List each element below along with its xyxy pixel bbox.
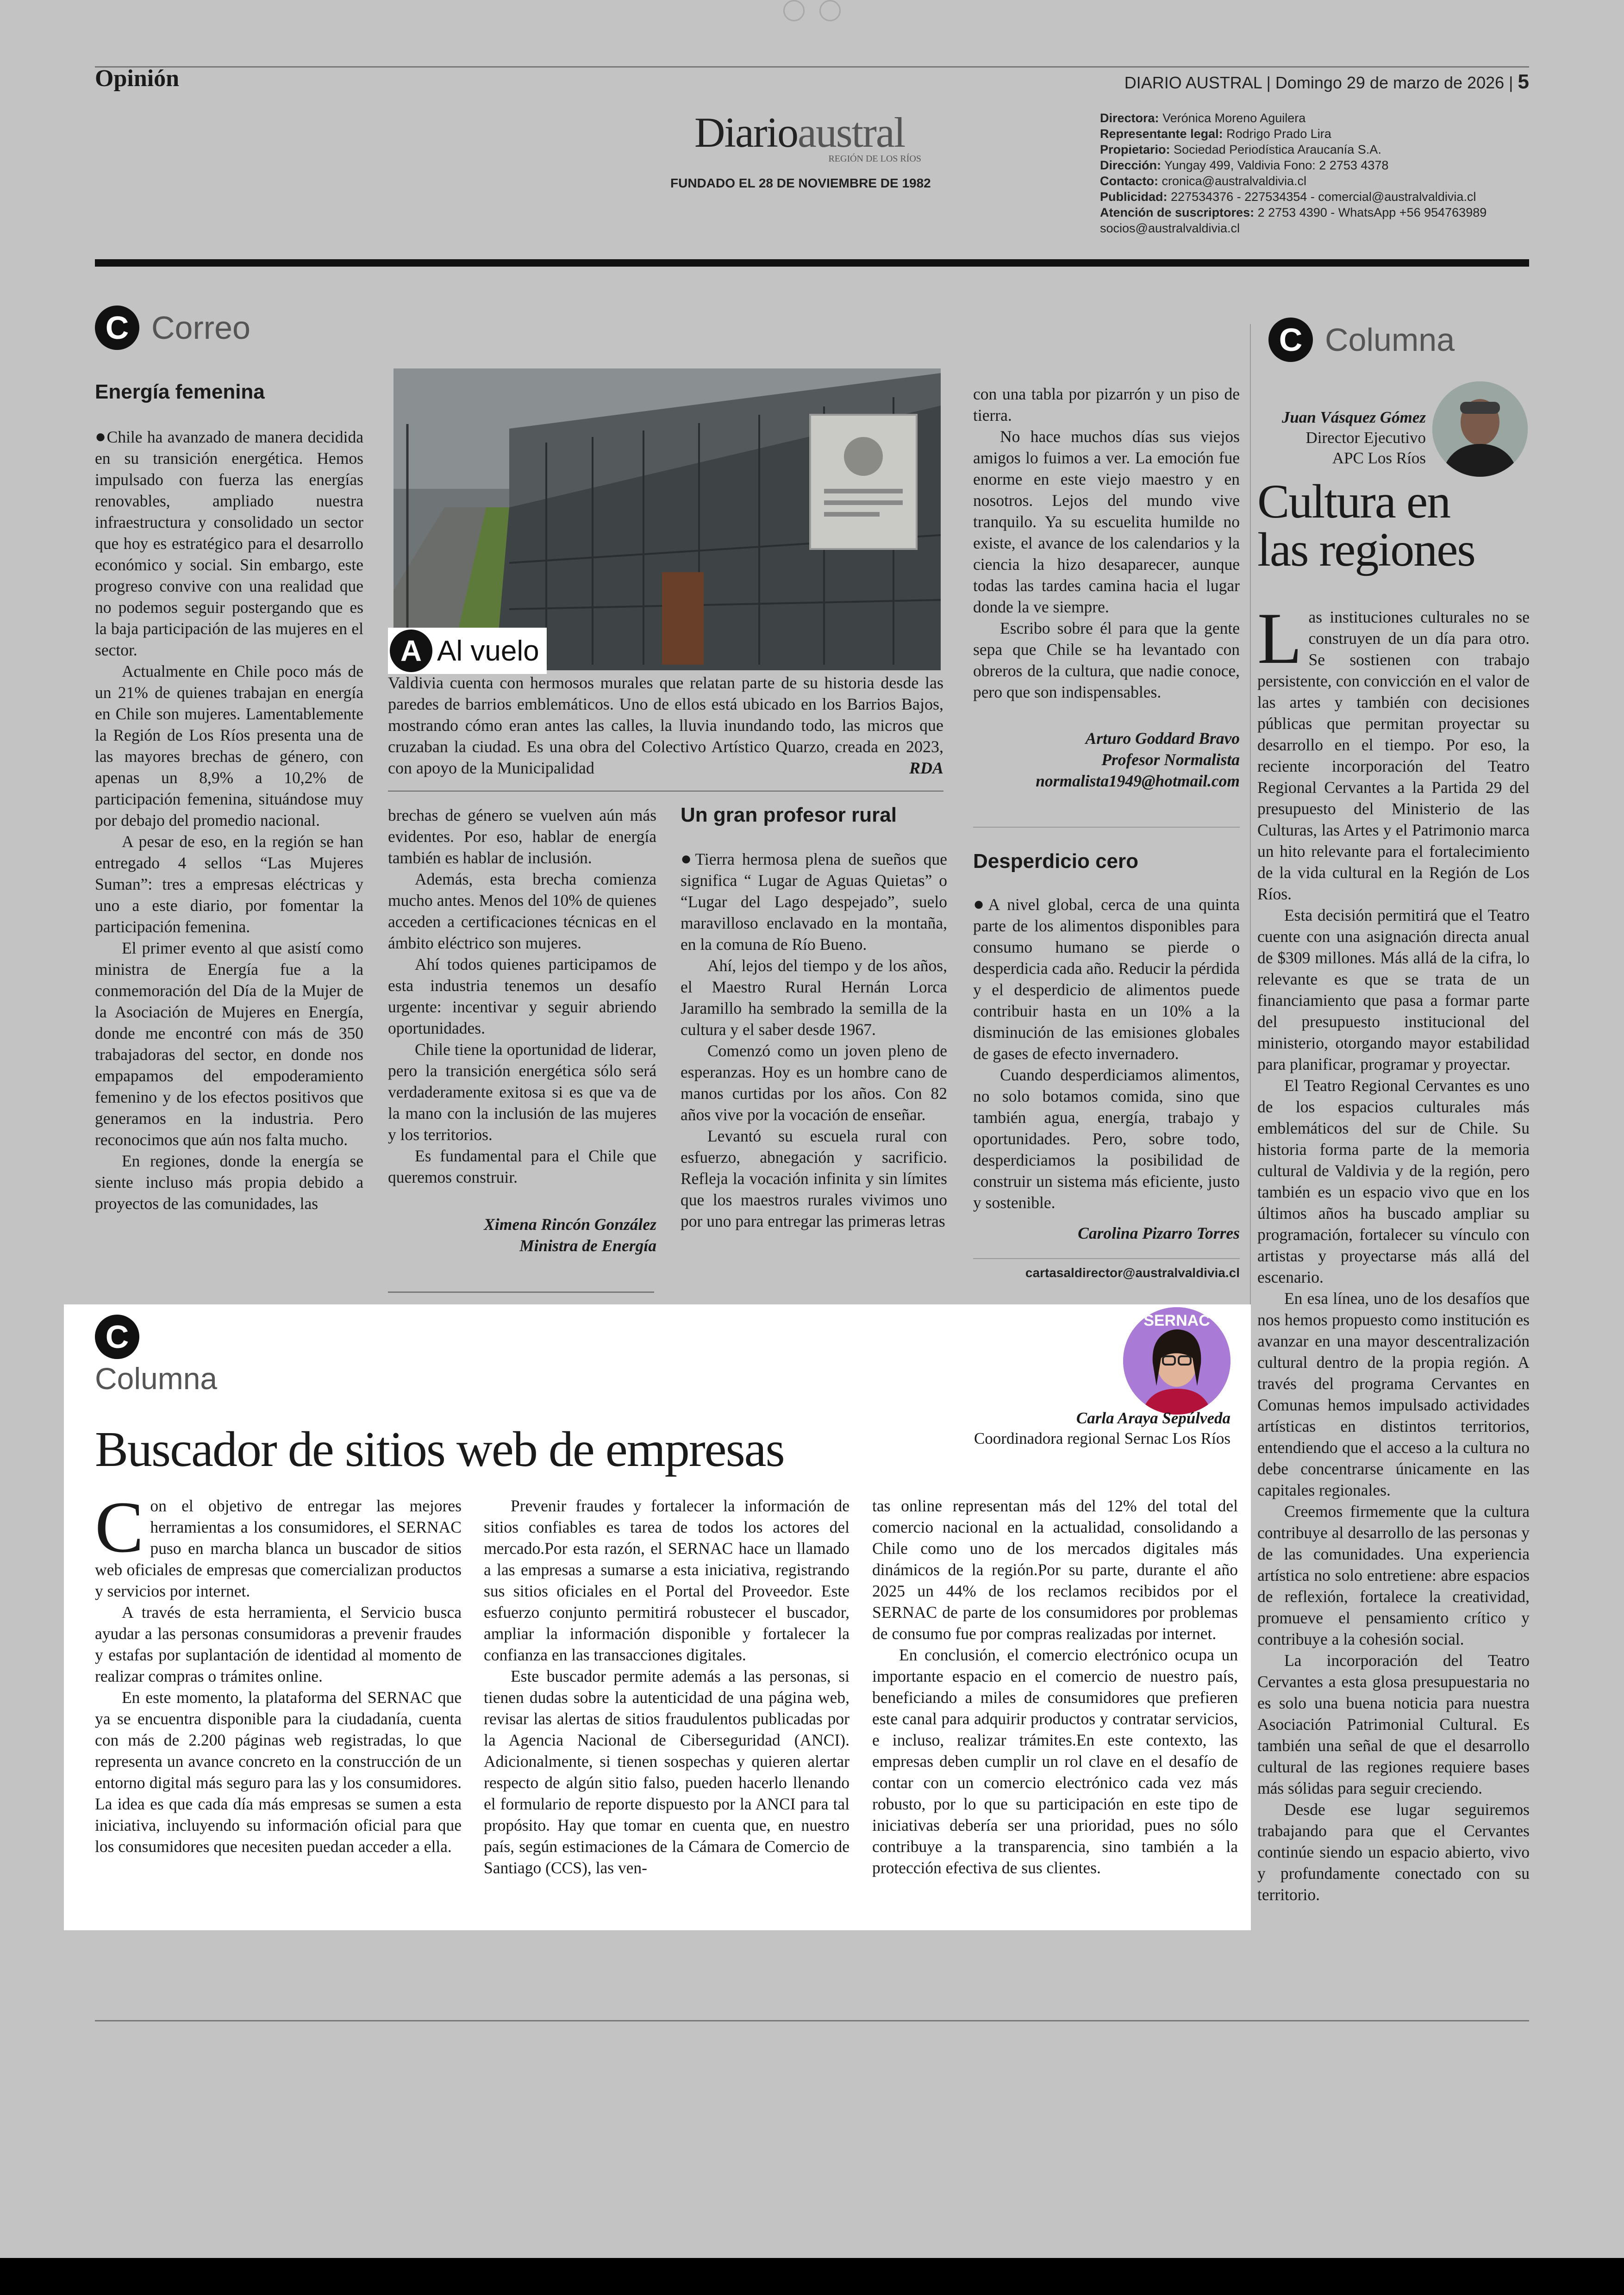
bullet-icon: ●: [95, 426, 107, 447]
staff-row: [1100, 110, 1487, 126]
staff-value: Sociedad Periodística Araucanía S.A.: [1174, 143, 1381, 156]
staff-value: Yungay 499, Valdivia Fono: 2 2753 4378: [1164, 158, 1389, 172]
column-divider: [1250, 324, 1251, 1305]
section-title: Columna: [1325, 322, 1455, 358]
signature-email: normalista1949@hotmail.com: [1036, 772, 1240, 790]
signature-name: Ximena Rincón González: [484, 1215, 656, 1234]
letter-headline: Energía femenina: [95, 380, 265, 403]
paragraph: Cuando desperdiciamos alimentos, no solo botamos comida, sino que también agua, energía, trabajo y oportunidades. Pero, sobre todo, desperdiciamos la posibilidad de construir un sistema más eficiente, justo y sostenible.: [973, 1066, 1240, 1212]
issue-date: Domingo 29 de marzo de 2026: [1275, 73, 1505, 92]
paragraph: Comenzó como un joven pleno de esperanzas. Hoy es un hombre cano de manos curtidas por los años. Con 82 años vive por la vocación de enseñar.: [681, 1041, 947, 1124]
paragraph-text: Tierra hermosa plena de sueños que significa “ Lugar de Aguas Quietas” o “Lugar del Lago despejado”, suelo maravilloso enclavado en la montaña, en la comuna de Río Bueno.: [681, 850, 947, 954]
paragraph: Es fundamental para el Chile que queremos construir.: [388, 1147, 656, 1186]
mural-building-image: [394, 368, 941, 670]
letter-2-column-2: [973, 383, 1240, 792]
logo-subtitle: REGIÓN DE LOS RÍOS: [828, 154, 921, 164]
drop-cap: L: [1257, 598, 1302, 679]
al-vuelo-label: [388, 628, 547, 674]
header-thick-rule: [95, 259, 1529, 267]
column-title: Cultura en las regiones: [1257, 475, 1475, 576]
signature-name: Arturo Goddard Bravo: [1085, 729, 1240, 748]
paragraph-text: A nivel global, cerca de una quinta parte de los alimentos disponibles para consumo humano se pierde o desperdicia cada año. Reducir la pérdida y el desperdicio de alimentos puede contribuir hasta en un 10% a la disminución de las emisiones globales de gases de efecto invernadero.: [973, 895, 1240, 1063]
drop-cap: C: [95, 1487, 144, 1568]
letter-1-end-rule: [388, 1291, 654, 1293]
author-avatar: [1432, 381, 1528, 477]
letter-2-column-1: [681, 848, 947, 1232]
paragraph: brechas de género se vuelven aún más evidentes. Por eso, hablar de energía también es hablar de inclusión.: [388, 806, 656, 867]
columna-bottom-column-3: [872, 1495, 1238, 1878]
staff-label: Contacto:: [1100, 174, 1158, 188]
staff-label: Directora:: [1100, 111, 1159, 125]
page-header-info: [1124, 70, 1529, 94]
paragraph: En esa línea, uno de los desafíos que nos hemos propuesto como institución es avanzar en una mayor descentralización cultural dentro de la propia región. A través del programa Cervantes en Comunas hemos impulsado actividades artísticas en distintos territorios, entendiendo que el acceso a la cultura no debe concentrarse únicamente en las capitales regionales.: [1257, 1289, 1530, 1499]
paragraph: En este momento, la plataforma del SERNAC que ya se encuentra disponible para la ciudadanía, cuenta con más de 2.200 páginas web registradas, lo que representa un avance concreto en la construcción de un entorno digital más seguro para las y los consumidores. La idea es que cada día más empresas se sumen a esta iniciativa, incluyendo su información oficial para que los consumidores que necesiten puedan acceder a ella.: [95, 1688, 462, 1856]
paragraph: La incorporación del Teatro Cervantes a esta glosa presupuestaria no es solo una buena noticia para nuestra Asociación Patrimonial Cultural. Es también una señal de que el desarrollo cultural de las regiones requiere bases más sólidas para seguir creciendo.: [1257, 1651, 1530, 1797]
staff-row: [1100, 142, 1487, 157]
paragraph: Levantó su escuela rural con esfuerzo, abnegación y sacrificio. Refleja la vocación infinita y sin límites que los maestros rurales vivimos uno por uno para entregar las primeras letras: [681, 1127, 947, 1230]
author-role: APC Los Ríos: [1332, 449, 1426, 467]
columna-bottom-column-2: [484, 1495, 849, 1878]
paragraph: Además, esta brecha comienza mucho antes. Menos del 10% de quienes acceden a certificaciones técnicas en el ámbito eléctrico son mujeres.: [388, 870, 656, 952]
paragraph: El Teatro Regional Cervantes es uno de los espacios culturales más emblemáticos del sur de Chile. Su historia forma parte de la memoria cultural de Valdivia y de la región, pero también es un espacio vivo que en los últimos años ha buscado ampliar su programación, fortalecer su vínculo con artistas y proyectarse más allá del escenario.: [1257, 1076, 1530, 1286]
paragraph: El primer evento al que asistí como ministra de Energía fue a la conmemoración del Día de la Mujer de la Asociación de Mujeres en Energía, donde me encontré con más de 350 trabajadoras del sector, en donde nos empapamos del empoderamiento femenino y de los efectos positivos que generamos en la industria. Pero reconocimos que aún nos falta mucho.: [95, 939, 363, 1149]
staff-label: Publicidad:: [1100, 190, 1168, 204]
staff-row: [1100, 157, 1487, 173]
columna-bottom-column-1: [95, 1487, 462, 1857]
letter-headline: Desperdicio cero: [973, 850, 1139, 873]
letter-2-end-rule: [973, 827, 1240, 828]
header-separator: |: [1266, 73, 1275, 92]
page-number: 5: [1518, 70, 1529, 93]
al-vuelo-title: Al vuelo: [437, 635, 539, 667]
newspaper-name: DIARIO AUSTRAL: [1124, 73, 1262, 92]
staff-label: Propietario:: [1100, 143, 1170, 156]
staff-row: [1100, 126, 1487, 142]
letter-headline: Un gran profesor rural: [681, 804, 897, 826]
paragraph: Creemos firmemente que la cultura contribuye al desarrollo de las personas y de las comunidades. Una experiencia artística no solo entretiene: abre espacios de reflexión, fortalece la creatividad, promueve el pensamiento crítico y contribuye a la cohesión social.: [1257, 1502, 1530, 1648]
letter-3-body: [973, 893, 1240, 1244]
page-nav-next-dot[interactable]: [819, 0, 841, 21]
columna-right-header: [1268, 318, 1455, 362]
staff-value: socios@australvaldivia.cl: [1100, 221, 1240, 235]
avatar-text: SERNAC: [1143, 1312, 1210, 1329]
paragraph: [973, 893, 1240, 1064]
staff-row: [1100, 173, 1487, 189]
section-title: Correo: [151, 310, 250, 346]
bottom-black-bar: [0, 2258, 1624, 2295]
column-title: Buscador de sitios web de empresas: [95, 1422, 784, 1477]
staff-box: [1100, 110, 1487, 236]
staff-label: Dirección:: [1100, 158, 1162, 172]
author-role: Coordinadora regional Sernac Los Ríos: [974, 1429, 1230, 1447]
paragraph: as instituciones culturales no se construyen de un día para otro. Se sostienen con trabajo persistente, con convicción en el valor de las artes y también con decisiones públicas que permitan proyectar su desarrollo en el tiempo. Por eso, la reciente incorporación del Teatro Regional Cervantes a la Partida 29 del presupuesto del Ministerio de las Culturas, las Artes y el Patrimonio marca un hito relevante para el fortalecimiento de la vida cultural en la Región de Los Ríos.: [1257, 608, 1530, 903]
caption-text: Valdivia cuenta con hermosos murales que relatan parte de su historia desde las paredes de barrios emblemáticos. Uno de ellos está ubicado en los Barrios Bajos, mostrando cómo eran antes las calles, la lluvia inundando todo, las micros que cruzaban la ciudad. Es una obra del Colectivo Artístico Quarzo, creada en 2023, con apoyo de la Municipalidad: [388, 674, 943, 777]
photo-credit: RDA: [909, 759, 943, 777]
paragraph: Esta decisión permitirá que el Teatro cuente con una asignación directa anual de $309 millones. Más allá de la cifra, lo relevante es que se trata de un financiamiento que pasa a formar parte del presupuesto institucional del ministerio, otorgando mayor estabilidad para planificar, programar y proyectar.: [1257, 906, 1530, 1073]
paragraph: No hace muchos días sus viejos amigos lo fuimos a ver. La emoción fue enorme en este viejo maestro y en nosotros. Lejos del mundo vive tranquilo. Ya su escuelita humilde no existe, el avance de los calendarios y la ciencia la hizo desaparecer, aunque todas las tardes camina hacia el lugar donde la ve siempre.: [973, 427, 1240, 616]
signature-name: Carolina Pizarro Torres: [1078, 1224, 1240, 1242]
paragraph: En conclusión, el comercio electrónico ocupa un importante espacio en el comercio de nuestro país, beneficiando a miles de consumidores que prefieren este canal para adquirir productos y contratar servicios, e incluso, realizar trámites.En este contexto, las empresas deben cumplir un rol clave en el desafío de contar con un comercio electrónico cada vez más robusto, por lo que su participación en este tipo de iniciativas debería ser una prioridad, pues no sólo contribuye a la transparencia, sino también a la protección efectiva de sus clientes.: [872, 1646, 1238, 1877]
author-name: Carla Araya Sepúlveda: [1076, 1409, 1230, 1427]
author-role: Director Ejecutivo: [1305, 429, 1426, 447]
contact-rule: [973, 1258, 1240, 1259]
staff-row: [1100, 205, 1487, 220]
al-vuelo-badge: A: [390, 630, 432, 672]
columna-bottom-header: [95, 1315, 217, 1396]
paragraph: Este buscador permite además a las personas, si tienen dudas sobre la autenticidad de una página web, revisar las alertas de sitios fraudulentos publicadas por la Agencia Nacional de Ciberseguridad (ANCI). Adicionalmente, si tienen sospechas y quieren alertar respecto de algún sitio falso, pueden hacerlo llenando el formulario de reporte dispuesto por la ANCI para tal propósito. Hay que tomar en cuenta que, en nuestro país, según estimaciones de la Cámara de Comercio de Santiago (CCS), las ven-: [484, 1667, 849, 1877]
staff-label: Atención de suscriptores:: [1100, 206, 1255, 219]
author-name: Juan Vásquez Gómez: [1281, 408, 1426, 426]
founded-line: FUNDADO EL 28 DE NOVIEMBRE DE 1982: [670, 176, 931, 190]
section-label: Opinión: [95, 65, 180, 92]
section-badge: C: [95, 306, 139, 350]
paragraph: En regiones, donde la energía se siente incluso más propia debido a proyectos de las comunidades, las: [95, 1152, 363, 1213]
paragraph-text: Chile ha avanzado de manera decidida en su transición energética. Hemos impulsado con fuerza las energías renovables, ampliado nuestra infraestructura y consolidado un sector que hoy es estratégico para el desarrollo económico y social. Sin embargo, este progreso convive con una realidad que no podemos seguir postergando que es la baja participación de las mujeres en el sector.: [95, 428, 363, 659]
staff-value: 2 2753 4390 - WhatsApp +56 954763989: [1257, 206, 1487, 219]
paragraph: [681, 848, 947, 955]
section-badge: C: [95, 1315, 139, 1359]
header-separator: |: [1509, 73, 1518, 92]
paragraph: Prevenir fraudes y fortalecer la información de sitios confiables es tarea de todos los actores del mercado.Por esta razón, el SERNAC hace un llamado a las empresas a sumarse a esta iniciativa, registrando sus sitios oficiales en el Portal del Proveedor. Este esfuerzo conjunto permitirá robustecer el buscador, ampliar la información disponible y fortalecer la confianza en las transacciones digitales.: [484, 1497, 849, 1664]
logo-word-2: austral: [798, 109, 905, 156]
staff-row: [1100, 189, 1487, 205]
correo-section-header: [95, 306, 250, 350]
staff-value: Verónica Moreno Aguilera: [1162, 111, 1306, 125]
paragraph: Escribo sobre él para que la gente sepa que Chile se ha levantado con obreros de la cultura, que nadie conoce, pero que son indispensables.: [973, 619, 1240, 701]
paragraph: [95, 426, 363, 661]
author-block: [974, 1408, 1230, 1449]
caption-rule: [388, 791, 943, 792]
paragraph: A pesar de eso, en la región se han entregado 4 sellos “Las Mujeres Suman”: tres a empresas eléctricas y uno a este diario, por fomentar la participación femenina.: [95, 832, 363, 936]
section-title: Columna: [95, 1361, 218, 1396]
page-nav-prev-dot[interactable]: [783, 0, 805, 21]
newspaper-logo: [694, 111, 926, 164]
paragraph: A través de esta herramienta, el Servicio busca ayudar a las personas consumidoras a prevenir fraudes y estafas por suplantación de identidad al momento de realizar compras o trámites online.: [95, 1603, 462, 1685]
author-avatar: [1123, 1307, 1230, 1415]
staff-value: cronica@australvaldivia.cl: [1162, 174, 1307, 188]
paragraph: Ahí todos quienes participamos de esta industria tenemos un desafío urgente: incentivar y seguir abriendo oportunidades.: [388, 955, 656, 1037]
paragraph: Chile tiene la oportunidad de liderar, pero la transición energética sólo será verdaderamente exitosa si es que va de la mano con la inclusión de las mujeres y los territorios.: [388, 1040, 656, 1144]
staff-row: [1100, 220, 1487, 236]
al-vuelo-caption: [388, 672, 943, 779]
paragraph: Ahí, lejos del tiempo y de los años, el Maestro Rural Hernán Lorca Jaramillo ha sembrado la semilla de la cultura y el saber desde 1967.: [681, 956, 947, 1039]
bullet-icon: ●: [973, 893, 988, 914]
signature-role: Ministra de Energía: [519, 1236, 656, 1255]
bottom-rule: [95, 2020, 1529, 2021]
paragraph: tas online representan más del 12% del total del comercio nacional en la actualidad, consolidando a Chile como uno de los mercados digitales más dinámicos de la región.Por su parte, durante el año 2025 un 44% de los reclamos recibidos por el SERNAC de parte de los consumidores por problemas de consumo fue por compras realizadas por internet.: [872, 1497, 1238, 1643]
signature-role: Profesor Normalista: [1101, 750, 1240, 769]
letters-contact-email: cartasaldirector@australvaldivia.cl: [1025, 1266, 1240, 1280]
letter-1-column-2: [388, 804, 656, 1256]
staff-value: 227534376 - 227534354 - comercial@australvaldivia.cl: [1171, 190, 1476, 204]
bullet-icon: ●: [681, 848, 695, 869]
section-badge: C: [1268, 318, 1313, 362]
paragraph: on el objetivo de entregar las mejores herramientas a los consumidores, el SERNAC puso en marcha blanca un buscador de sitios web oficiales de empresas que comercializan productos y servicios por internet.: [95, 1497, 462, 1600]
letter-1-column-1: [95, 426, 363, 1214]
author-block: [1268, 407, 1426, 468]
paragraph: con una tabla por pizarrón y un piso de tierra.: [973, 385, 1240, 424]
paragraph: Actualmente en Chile poco más de un 21% de quienes trabajan en energía en Chile son mujeres. Lamentablemente la Región de Los Ríos presenta una de las mayores brechas de género, con apenas un 8,9% a 10,2% de participación femenina, situándose muy por debajo del promedio nacional.: [95, 662, 363, 829]
logo-word-1: Diario: [694, 109, 798, 156]
paragraph: Desde ese lugar seguiremos trabajando para que el Cervantes continúe siendo un espacio abierto, vivo y profundamente conectado con su territorio.: [1257, 1800, 1530, 1904]
columna-right-body: [1257, 598, 1530, 1905]
staff-label: Representante legal:: [1100, 127, 1223, 141]
top-rule: [95, 66, 1529, 68]
staff-value: Rodrigo Prado Lira: [1226, 127, 1331, 141]
al-vuelo-photo: [394, 368, 941, 670]
